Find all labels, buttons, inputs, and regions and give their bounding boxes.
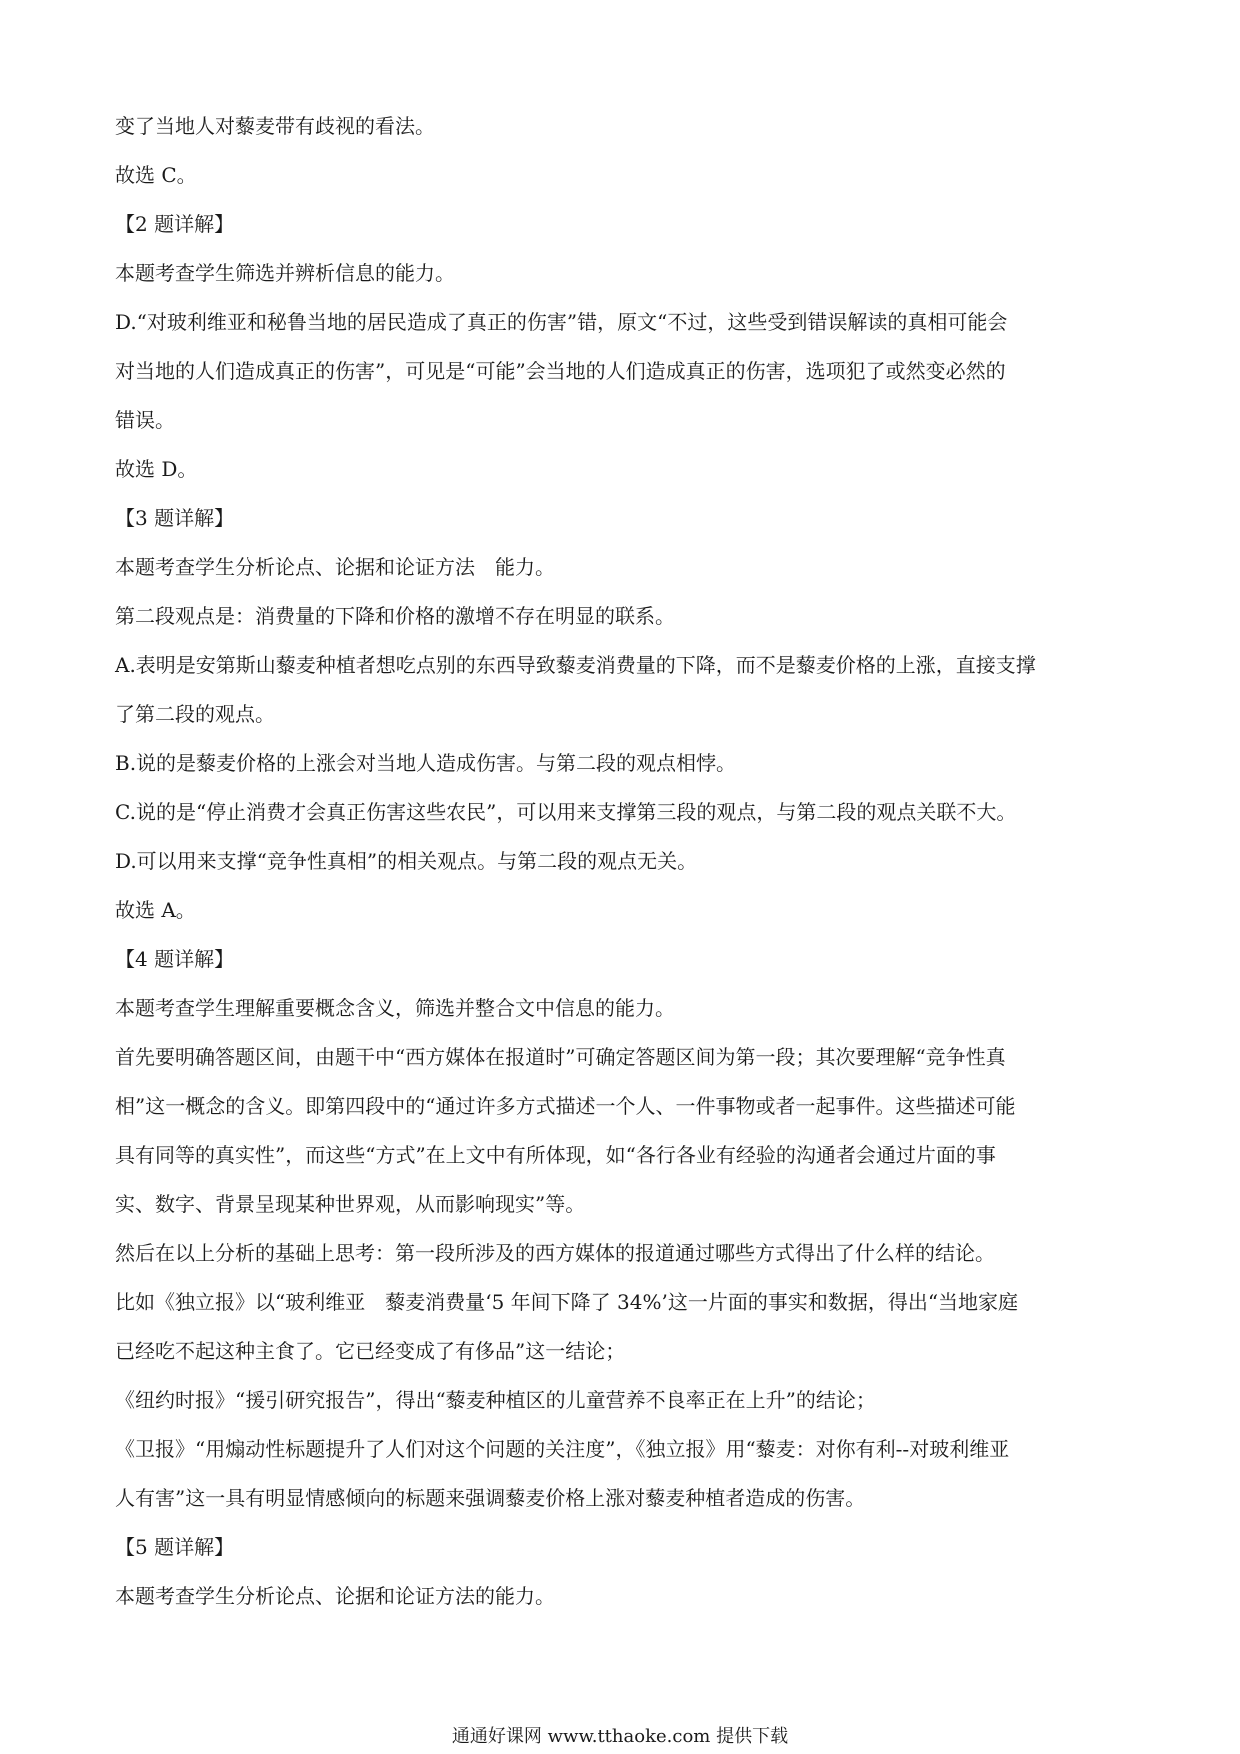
section-heading: 【2 题详解】 [115, 212, 235, 236]
text-line: 相”这一概念的含义。即第四段中的“通过许多方式描述一个人、一件事物或者一起事件。这些描述可能 [115, 1094, 1016, 1118]
text-line: 对当地的人们造成真正的伤害”，可见是“可能”会当地的人们造成真正的伤害，选项犯了或然变必然的 [115, 359, 1006, 383]
text-line: 具有同等的真实性”，而这些“方式”在上文中有所体现，如“各行各业有经验的沟通者会通过片面的事 [115, 1143, 996, 1167]
text-line: B.说的是藜麦价格的上涨会对当地人造成伤害。与第二段的观点相悖。 [115, 751, 737, 775]
text-line: 错误。 [115, 408, 175, 432]
text-line: 实、数字、背景呈现某种世界观，从而影响现实”等。 [115, 1192, 586, 1216]
text-line: 比如《独立报》以“玻利维亚 藜麦消费量‘5 年间下降了 34%’这一片面的事实和数据，得出“当地家庭 [115, 1290, 1019, 1314]
text-line: 本题考查学生筛选并辨析信息的能力。 [115, 261, 455, 285]
text-line: 本题考查学生分析论点、论据和论证方法的能力。 [115, 1584, 555, 1608]
text-line: 《卫报》“用煽动性标题提升了人们对这个问题的关注度”，《独立报》用“藜麦：对你有利--对玻利维亚 [115, 1437, 1010, 1461]
text-line: 人有害”这一具有明显情感倾向的标题来强调藜麦价格上涨对藜麦种植者造成的伤害。 [115, 1486, 866, 1510]
text-line: 故选 C。 [115, 163, 197, 187]
text-line: 故选 D。 [115, 457, 198, 481]
text-line: 本题考查学生分析论点、论据和论证方法 能力。 [115, 555, 555, 579]
text-line: 本题考查学生理解重要概念含义，筛选并整合文中信息的能力。 [115, 996, 675, 1020]
text-line: 首先要明确答题区间，由题干中“西方媒体在报道时”可确定答题区间为第一段；其次要理解“竞争性真 [115, 1045, 1006, 1069]
body-text [115, 102, 1125, 1621]
text-line: 故选 A。 [115, 898, 196, 922]
text-line: D.可以用来支撑“竞争性真相”的相关观点。与第二段的观点无关。 [115, 849, 698, 873]
text-line: 已经吃不起这种主食了。它已经变成了有侈品”这一结论； [115, 1339, 626, 1363]
text-line: 第二段观点是：消费量的下降和价格的激增不存在明显的联系。 [115, 604, 675, 628]
section-heading: 【4 题详解】 [115, 947, 235, 971]
text-line: 变了当地人对藜麦带有歧视的看法。 [115, 114, 435, 138]
section-heading: 【5 题详解】 [115, 1535, 235, 1559]
section-heading: 【3 题详解】 [115, 506, 235, 530]
page-footer: 通通好课网 www.tthaoke.com 提供下载 [451, 1726, 789, 1747]
text-line: 然后在以上分析的基础上思考：第一段所涉及的西方媒体的报道通过哪些方式得出了什么样的结论。 [115, 1241, 995, 1265]
text-line: 了第二段的观点。 [115, 702, 275, 726]
text-line: 《纽约时报》“援引研究报告”，得出“藜麦种植区的儿童营养不良率正在上升”的结论； [115, 1388, 876, 1412]
text-line: C.说的是“停止消费才会真正伤害这些农民”，可以用来支撑第三段的观点，与第二段的观点关联不大。 [115, 800, 1017, 824]
text-line: A.表明是安第斯山藜麦种植者想吃点别的东西导致藜麦消费量的下降，而不是藜麦价格的上涨，直接支撑 [115, 653, 1036, 677]
text-line: D.“对玻利维亚和秘鲁当地的居民造成了真正的伤害”错，原文“不过，这些受到错误解读的真相可能会 [115, 310, 1008, 334]
